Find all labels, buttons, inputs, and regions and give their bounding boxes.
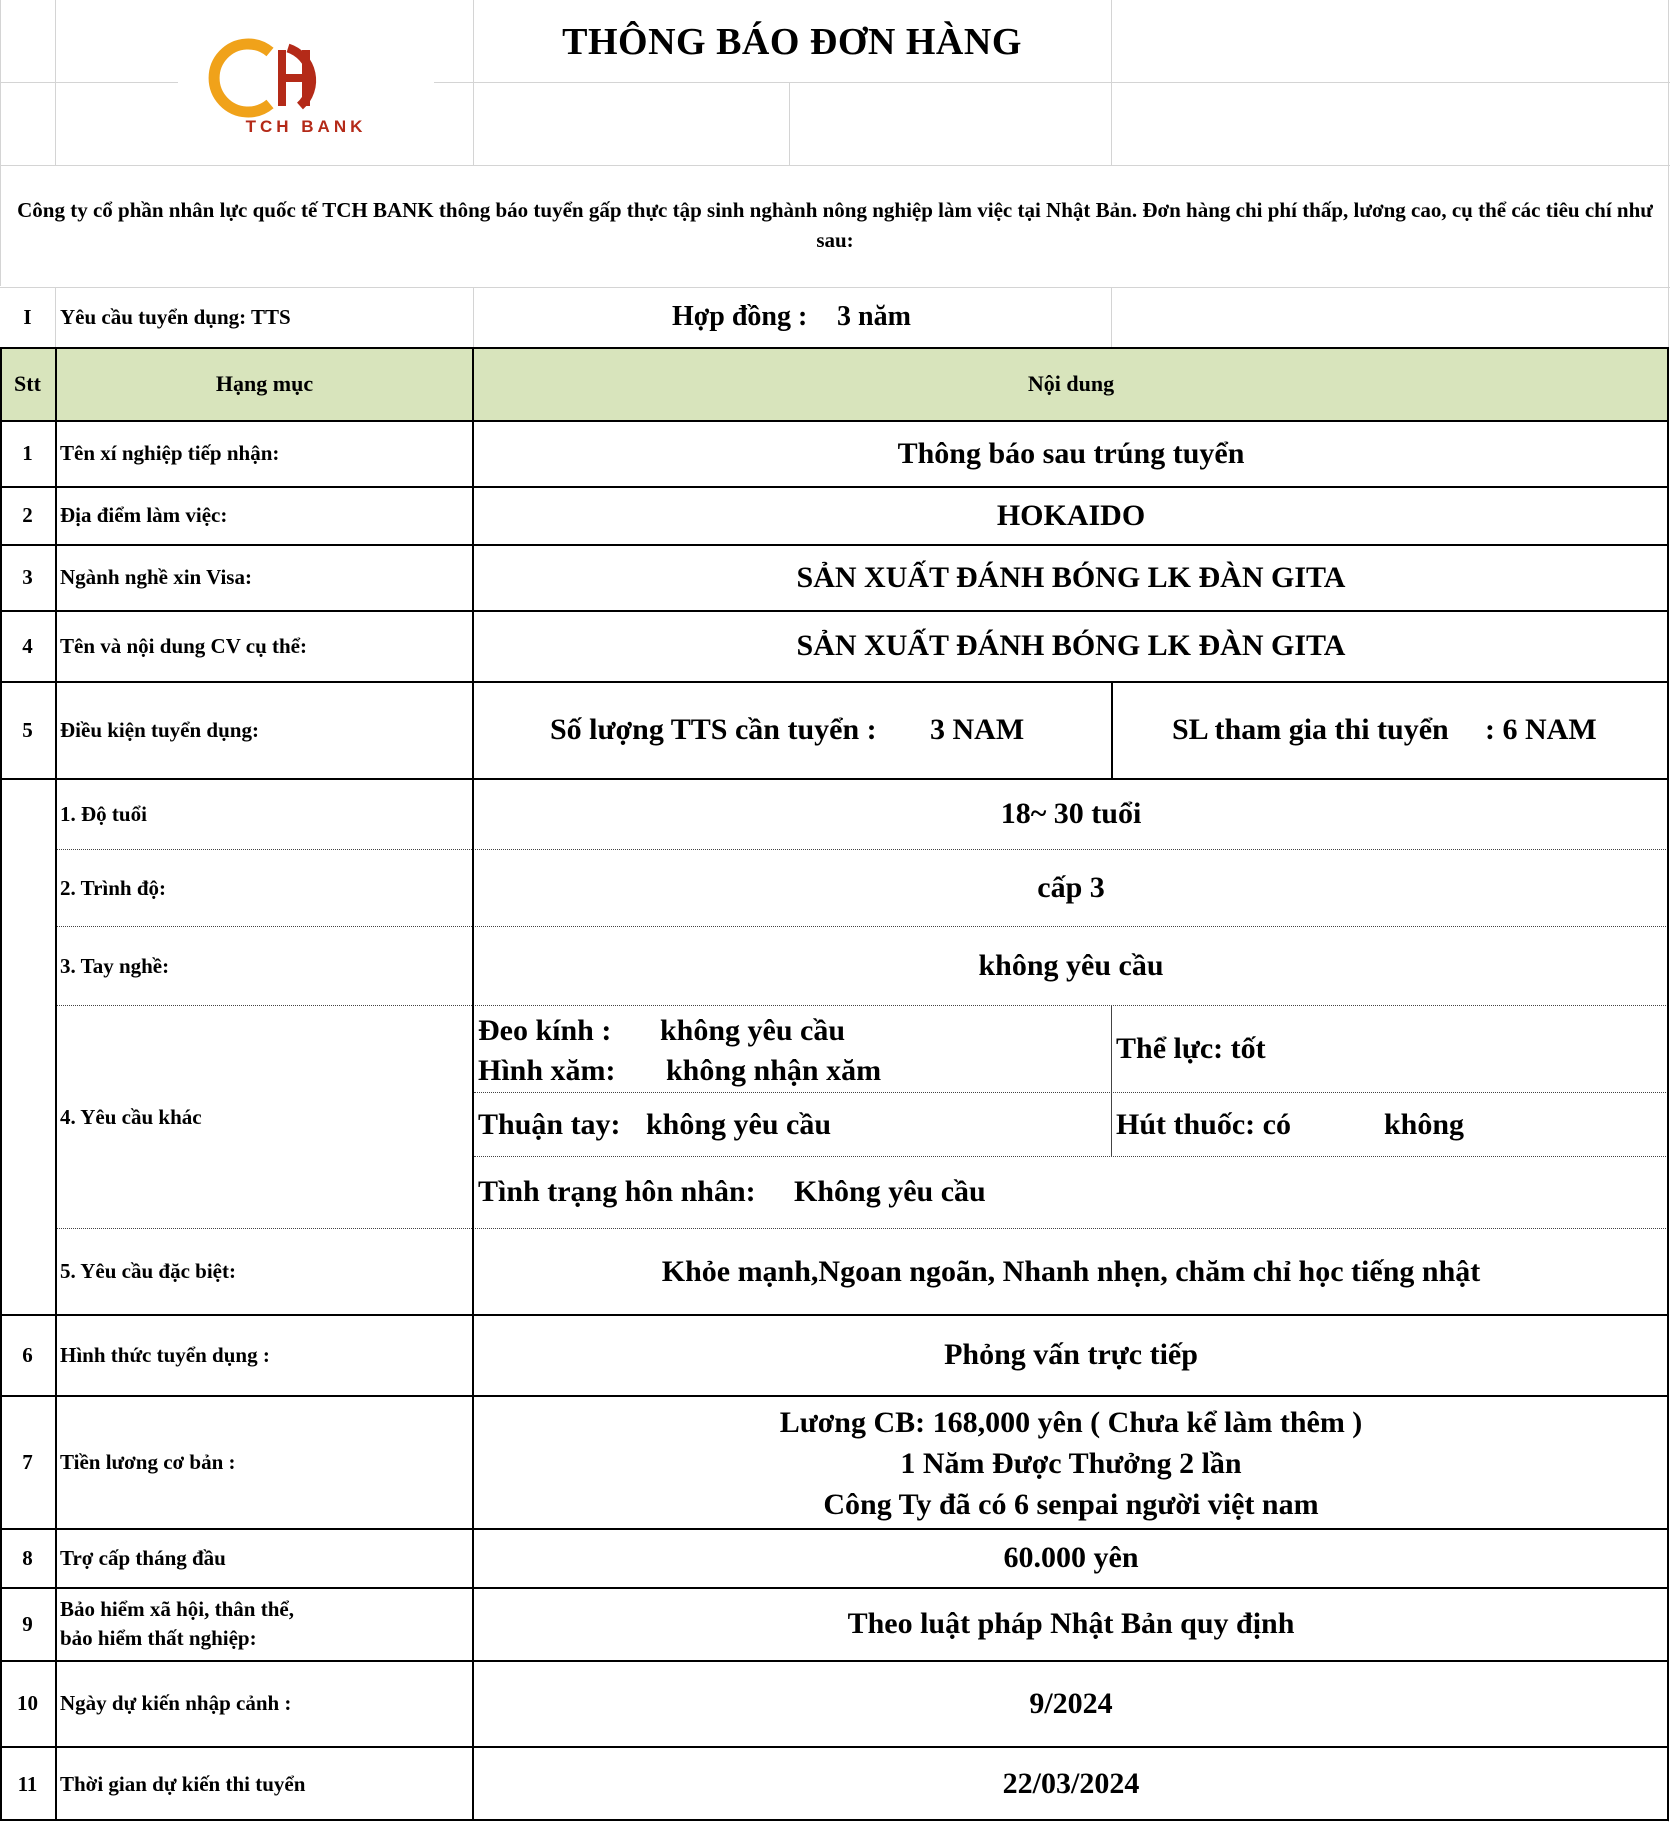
table-border	[0, 778, 1668, 780]
marital-label: Tình trạng hôn nhân:	[478, 1175, 756, 1208]
dotted-divider	[56, 926, 1668, 927]
dotted-divider	[474, 1092, 1668, 1093]
table-border	[0, 347, 1668, 349]
header-content: Nội dung	[1027, 371, 1115, 396]
bonus-line: 1 Năm Được Thưởng 2 lần	[900, 1447, 1242, 1480]
gridline	[0, 165, 1670, 166]
dotted-divider	[56, 849, 1668, 850]
row-label: 3. Tay nghề:	[60, 953, 170, 978]
row-value: 9/2024	[1029, 1686, 1113, 1720]
table-border	[1111, 681, 1113, 778]
table-border	[0, 1660, 1668, 1662]
row-value: 22/03/2024	[1002, 1767, 1140, 1800]
row-value: 18~ 30 tuổi	[1000, 797, 1142, 830]
row-value: 60.000 yên	[1003, 1541, 1139, 1574]
row-label: Địa điểm làm việc:	[60, 503, 228, 527]
row-value: SẢN XUẤT ĐÁNH BÓNG LK ĐÀN GITA	[796, 560, 1346, 594]
row-number: 9	[22, 1611, 33, 1636]
header-category: Hạng mục	[215, 371, 314, 396]
hand-value: không yêu cầu	[646, 1108, 832, 1141]
row-value: cấp 3	[1037, 871, 1105, 904]
row-value: SẢN XUẤT ĐÁNH BÓNG LK ĐÀN GITA	[796, 629, 1346, 662]
smoke-value: không	[1384, 1108, 1465, 1141]
header-stt: Stt	[14, 371, 41, 396]
row-number: 4	[22, 633, 33, 658]
row-number: 1	[22, 441, 33, 465]
fitness-text: Thể lực: tốt	[1116, 1032, 1266, 1065]
table-border	[55, 347, 57, 1821]
senpai-line: Công Ty đã có 6 senpai người việt nam	[823, 1488, 1319, 1521]
hand-label: Thuận tay:	[478, 1108, 621, 1141]
table-border	[0, 610, 1668, 612]
row-label: 4. Yêu cầu khác	[60, 1104, 202, 1129]
tattoo-label: Hình xăm:	[478, 1054, 616, 1087]
exam-count-value: : 6 NAM	[1485, 713, 1597, 746]
dotted-divider	[56, 1228, 1668, 1229]
salary-line: Lương CB: 168,000 yên ( Chưa kể làm thêm )	[779, 1406, 1363, 1439]
row-number: 11	[17, 1771, 38, 1796]
row-label: 2. Trình độ:	[60, 875, 167, 900]
dotted-divider	[474, 1156, 1668, 1157]
row-number: 3	[22, 565, 33, 589]
row-label: Ngành nghề xin Visa:	[60, 565, 252, 589]
row-label: Tên xí nghiệp tiếp nhận:	[60, 441, 280, 465]
merged-stt-cell	[2, 780, 55, 1314]
row-label: Thời gian dự kiến thi tuyển	[60, 1771, 306, 1796]
row-value: không yêu cầu	[978, 949, 1164, 982]
smoke-label: Hút thuốc: có	[1116, 1108, 1291, 1141]
logo	[178, 0, 434, 165]
exam-count-label: SL tham gia thi tuyển	[1172, 713, 1449, 746]
row-label: Tiền lương cơ bản :	[60, 1449, 236, 1474]
contract-label: Hợp đồng :	[672, 301, 808, 332]
row-label	[60, 1595, 470, 1655]
tch-bank-logo-icon	[178, 0, 434, 165]
table-border	[0, 486, 1668, 488]
table-border	[1667, 347, 1669, 1821]
row-value: HOKAIDO	[996, 498, 1146, 532]
table-border	[0, 1528, 1668, 1530]
glasses-label: Đeo kính :	[478, 1014, 612, 1047]
table-border	[1111, 1005, 1112, 1156]
row-label: Ngày dự kiến nhập cảnh :	[60, 1691, 292, 1715]
logo-text: TCH BANK	[245, 117, 367, 136]
row-value: Phỏng vấn trực tiếp	[944, 1338, 1198, 1371]
section-number: I	[23, 304, 32, 329]
table-border	[0, 1819, 1668, 1821]
row-number: 8	[22, 1545, 33, 1570]
row-number: 5	[22, 717, 33, 742]
table-border	[0, 420, 1668, 422]
intro-text: Công ty cổ phần nhân lực quốc tế TCH BANK thông báo tuyển gấp thực tập sinh nghành nông nghiệp làm việc tại Nhật Bản. Đơn hàng chi phí thấp, lương cao, cụ thể các tiêu chí như sau:	[17, 198, 1653, 252]
table-border	[0, 1395, 1668, 1397]
row-label: Tên và nội dung CV cụ thể:	[60, 633, 307, 658]
table-border	[0, 544, 1668, 546]
page-title: THÔNG BÁO ĐƠN HÀNG	[562, 21, 1022, 63]
row-number: 10	[17, 1691, 38, 1715]
row-label: Hình thức tuyển dụng :	[60, 1342, 270, 1367]
dotted-divider	[56, 1005, 1668, 1006]
gridline	[789, 82, 790, 165]
gridline	[473, 287, 474, 347]
row-label: Điều kiện tuyển dụng:	[60, 717, 259, 742]
row-label: 1. Độ tuổi	[60, 801, 147, 826]
table-border	[0, 1746, 1668, 1748]
row-label: 5. Yêu cầu đặc biệt:	[60, 1259, 236, 1283]
table-border	[0, 1314, 1668, 1316]
table-border	[0, 1587, 1668, 1589]
row-value: Theo luật pháp Nhật Bản quy định	[847, 1607, 1295, 1640]
contract-value: 3 năm	[837, 301, 911, 332]
row-value: Thông báo sau trúng tuyển	[897, 436, 1245, 470]
row-number: 6	[22, 1342, 33, 1367]
section-label: Yêu cầu tuyển dụng: TTS	[60, 304, 291, 329]
quota-value: 3 NAM	[930, 713, 1025, 746]
row-label-line: Bảo hiểm xã hội, thân thể,	[60, 1597, 294, 1621]
table-border	[0, 681, 1668, 683]
row-number: 2	[22, 503, 33, 527]
table-border	[472, 347, 474, 1821]
row-label: Trợ cấp tháng đầu	[60, 1545, 226, 1570]
row-label-line: bảo hiểm thất nghiệp:	[60, 1626, 257, 1650]
gridline	[0, 0, 1, 286]
gridline	[1111, 287, 1112, 347]
row-value: Khỏe mạnh,Ngoan ngoãn, Nhanh nhẹn, chăm chỉ học tiếng nhật	[661, 1254, 1481, 1288]
row-number: 7	[22, 1449, 33, 1474]
marital-value: Không yêu cầu	[794, 1175, 986, 1208]
quota-label: Số lượng TTS cần tuyển :	[550, 713, 877, 746]
tattoo-value: không nhận xăm	[666, 1054, 882, 1087]
glasses-value: không yêu cầu	[660, 1014, 846, 1047]
